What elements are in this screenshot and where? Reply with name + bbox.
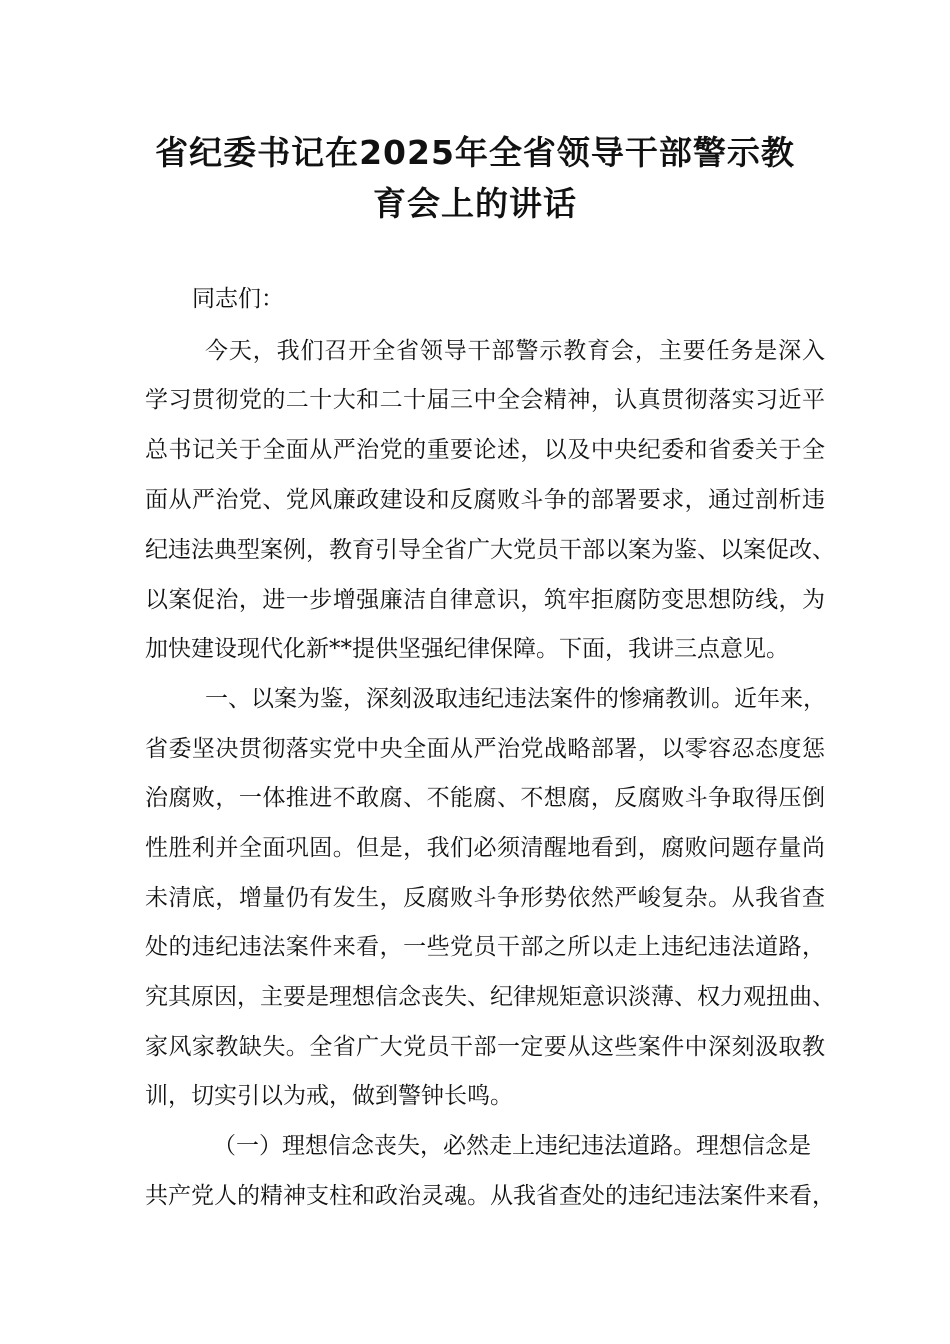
body-line: 性胜利并全面巩固。但是，我们必须清醒地看到，腐败问题存量尚 [145,835,825,861]
document-title-line-2: 育会上的讲话 [373,184,577,223]
body-line: 训，切实引以为戒，做到警钟长鸣。 [145,1083,513,1109]
body-line: 学习贯彻党的二十大和二十届三中全会精神，认真贯彻落实习近平 [145,387,825,413]
document-title-line-1: 省纪委书记在2025年全省领导干部警示教 [155,133,795,172]
body-line: 家风家教缺失。全省广大党员干部一定要从这些案件中深刻汲取教 [145,1034,825,1060]
body-line: 究其原因，主要是理想信念丧失、纪律规矩意识淡薄、权力观扭曲、 [145,984,835,1010]
body-line: 纪违法典型案例，教育引导全省广大党员干部以案为鉴、以案促改、 [145,537,835,563]
section-heading-line: 一、以案为鉴，深刻汲取违纪违法案件的惨痛教训。近年来， [205,686,826,712]
salutation: 同志们： [192,286,284,312]
body-line: 总书记关于全面从严治党的重要论述，以及中央纪委和省委关于全 [145,437,825,463]
body-line: 省委坚决贯彻落实党中央全面从严治党战略部署，以零容忍态度惩 [145,736,825,762]
body-line: 今天，我们召开全省领导干部警示教育会，主要任务是深入 [205,338,825,364]
body-line: 共产党人的精神支柱和政治灵魂。从我省查处的违纪违法案件来看， [145,1183,835,1209]
body-line: 处的违纪违法案件来看，一些党员干部之所以走上违纪违法道路， [145,934,825,960]
body-line: 未清底，增量仍有发生，反腐败斗争形势依然严峻复杂。从我省查 [145,885,825,911]
body-line: 加快建设现代化新**提供坚强纪律保障。下面，我讲三点意见。 [145,636,789,662]
body-line: 面从严治党、党风廉政建设和反腐败斗争的部署要求，通过剖析违 [145,487,825,513]
subsection-heading-line: （一）理想信念丧失，必然走上违纪违法道路。理想信念是 [213,1133,811,1159]
body-line: 以案促治，进一步增强廉洁自律意识，筑牢拒腐防变思想防线，为 [145,587,825,613]
body-line: 治腐败，一体推进不敢腐、不能腐、不想腐，反腐败斗争取得压倒 [145,785,825,811]
